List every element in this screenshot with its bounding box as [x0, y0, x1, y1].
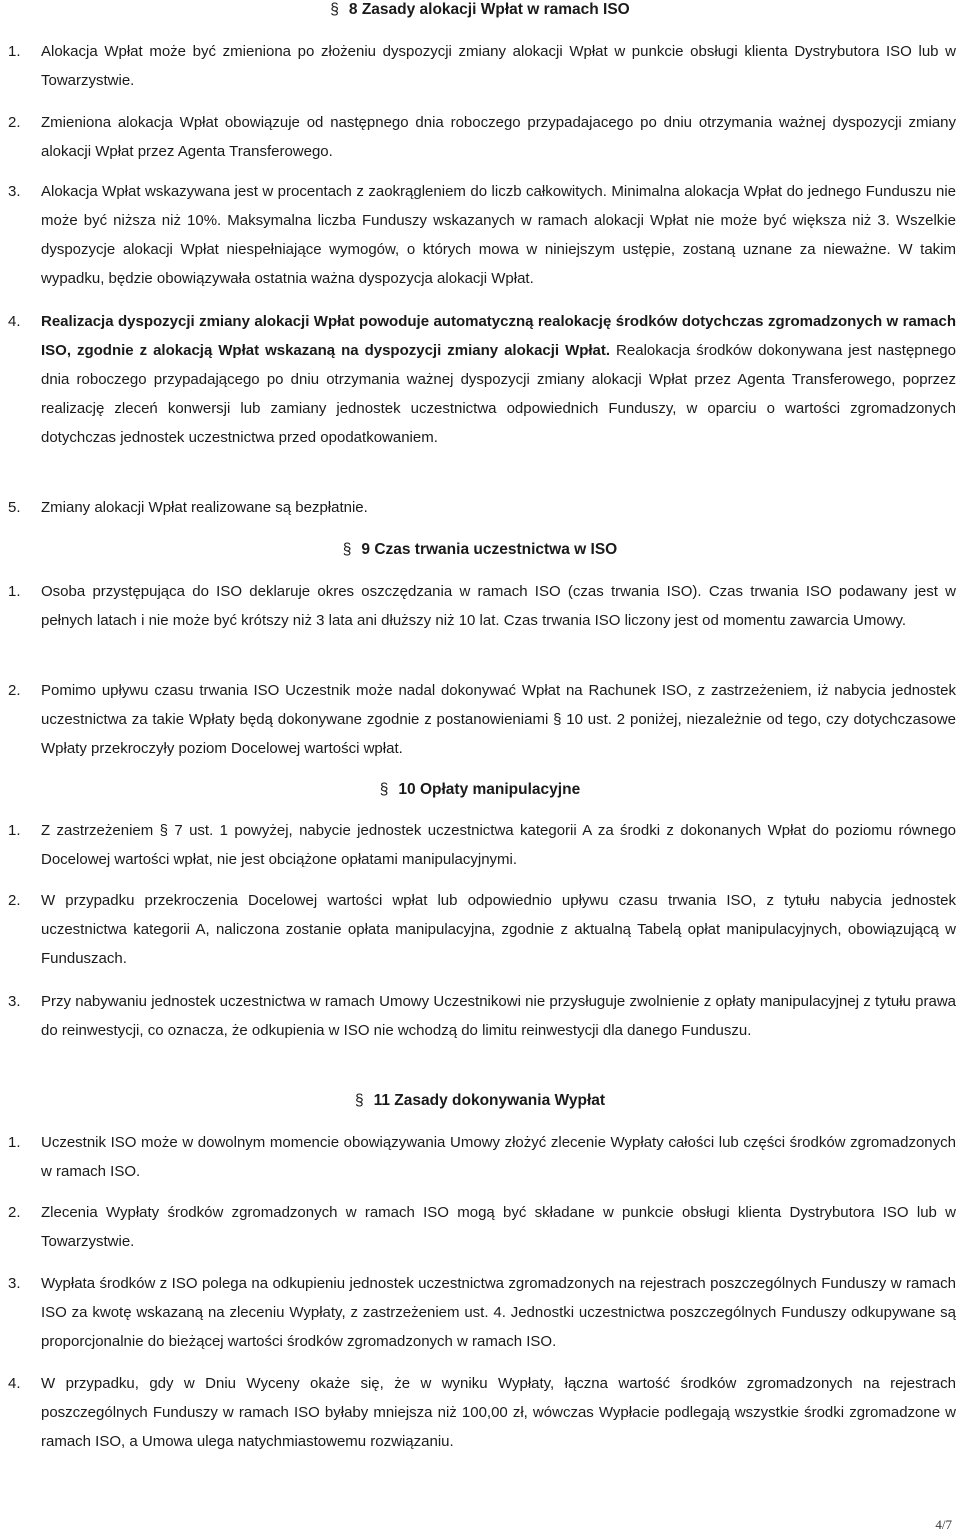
- s11-item-2: [8, 1198, 956, 1256]
- s10-item-2: [8, 886, 956, 973]
- s8-item-2: [8, 108, 956, 166]
- item-number: 4.: [8, 1375, 21, 1392]
- section-sign: §: [379, 781, 389, 798]
- item-number: 3.: [8, 183, 21, 200]
- item-bold-text: Realizacja dyspozycji zmiany alokacji Wpłat powoduje automatyczną realokację środków dotychczas zgromadzonych w ramach ISO, zgodnie z alokacją Wpłat wskazaną na dyspozycji zmiany alokacji Wpłat.: [41, 313, 956, 359]
- item-text: Zmiany alokacji Wpłat realizowane są bezpłatnie.: [41, 499, 368, 516]
- item-number: 2.: [8, 682, 21, 699]
- item-text: Realokacja środków dokonywana jest następnego dnia roboczego przypadającego po dniu otrzymania ważnej dyspozycji zmiany alokacji Wpłat przez Agenta Transferowego, poprzez realizację zleceń konwersji lub zamiany jednostek uczestnictwa odpowiednich Funduszy, w oparciu o wartości zgromadzonych dotychczas jednostek uczestnictwa przed opodatkowaniem.: [41, 342, 956, 446]
- s11-item-1: [8, 1128, 956, 1186]
- item-text: Alokacja Wpłat może być zmieniona po złożeniu dyspozycji zmiany alokacji Wpłat w punkcie obsługi klienta Dystrybutora ISO lub w Towarzystwie.: [41, 43, 956, 89]
- item-text: Zmieniona alokacja Wpłat obowiązuje od następnego dnia roboczego przypadajacego po dniu otrzymania ważnej dyspozycji zmiany alokacji Wpłat przez Agenta Transferowego.: [41, 114, 956, 160]
- item-text: Osoba przystępująca do ISO deklaruje okres oszczędzania w ramach ISO (czas trwania ISO). Czas trwania ISO podawany jest w pełnych latach i nie może być krótszy niż 3 lata ani dłuższy niż 10 lat. Czas trwania ISO liczony jest od momentu zawarcia Umowy.: [41, 583, 956, 629]
- item-number: 3.: [8, 1275, 21, 1292]
- item-text: Wypłata środków z ISO polega na odkupieniu jednostek uczestnictwa zgromadzonych na rejestrach poszczególnych Funduszy w ramach ISO za kwotę wskazaną na zleceniu Wypłaty, z zastrzeżeniem ust. 4. Jednostki uczestnictwa poszczególnych Funduszy odkupywane są proporcjonalnie do bieżącej wartości środków zgromadzonych w ramach ISO.: [41, 1275, 956, 1350]
- item-text: Zlecenia Wypłaty środków zgromadzonych w ramach ISO mogą być składane w punkcie obsługi klienta Dystrybutora ISO lub w Towarzystwie.: [41, 1204, 956, 1250]
- item-number: 3.: [8, 993, 21, 1010]
- section-9-heading: [0, 540, 960, 560]
- item-text: Alokacja Wpłat wskazywana jest w procentach z zaokrągleniem do liczb całkowitych. Minimalna alokacja Wpłat do jednego Funduszu nie może być niższa niż 10%. Maksymalna liczba Funduszy wskazanych w ramach alokacji Wpłat nie może być większa niż 3. Wszelkie dyspozycje alokacji Wpłat niespełniające wymogów, o których mowa w niniejszym ustępie, zostaną uznane za nieważne. W takim wypadku, będzie obowiązywała ostatnia ważna dyspozycja alokacji Wpłat.: [41, 183, 956, 287]
- item-number: 2.: [8, 1204, 21, 1221]
- item-text-block: [41, 307, 956, 452]
- page-number: 4/7: [935, 1517, 952, 1532]
- item-number: 2.: [8, 892, 21, 909]
- item-text: Pomimo upływu czasu trwania ISO Uczestnik może nadal dokonywać Wpłat na Rachunek ISO, z zastrzeżeniem, iż nabycia jednostek uczestnictwa za takie Wpłaty będą dokonywane zgodnie z postanowieniami § 10 ust. 2 poniżej, niezależnie od tego, czy dotychczasowe Wpłaty przekroczyły poziom Docelowej wartości wpłat.: [41, 682, 956, 757]
- s9-item-2: [8, 676, 956, 763]
- item-text: Uczestnik ISO może w dowolnym momencie obowiązywania Umowy złożyć zlecenie Wypłaty całości lub części środków zgromadzonych w ramach ISO.: [41, 1134, 956, 1180]
- s11-item-4: [8, 1369, 956, 1456]
- item-number: 5.: [8, 499, 21, 516]
- section-11-heading: [0, 1091, 960, 1111]
- item-number: 4.: [8, 313, 21, 330]
- item-number: 1.: [8, 822, 21, 839]
- section-8-heading: [0, 0, 960, 20]
- section-title: 10 Opłaty manipulacyjne: [398, 781, 581, 798]
- s10-item-1: [8, 816, 956, 874]
- item-number: 1.: [8, 43, 21, 60]
- section-title: 9 Czas trwania uczestnictwa w ISO: [361, 541, 618, 558]
- section-sign: §: [354, 1092, 364, 1109]
- s8-item-3: [8, 177, 956, 293]
- item-number: 1.: [8, 1134, 21, 1151]
- section-title: 11 Zasady dokonywania Wypłat: [373, 1092, 606, 1109]
- item-text: W przypadku, gdy w Dniu Wyceny okaże się, że w wyniku Wypłaty, łączna wartość środków zgromadzonych na rejestrach poszczególnych Funduszy w ramach ISO byłaby mniejsza niż 100,00 zł, wówczas Wypłacie podlegają wszystkie środki zgromadzone w ramach ISO, a Umowa ulega natychmiastowemu rozwiązaniu.: [41, 1375, 956, 1450]
- section-sign: §: [342, 541, 352, 558]
- s10-item-3: [8, 987, 956, 1045]
- s8-item-4: [8, 307, 956, 452]
- item-number: 2.: [8, 114, 21, 131]
- section-sign: §: [330, 1, 339, 18]
- s8-item-5: [8, 493, 956, 522]
- section-10-heading: [0, 780, 960, 800]
- s11-item-3: [8, 1269, 956, 1356]
- section-title: 8 Zasady alokacji Wpłat w ramach ISO: [348, 1, 630, 18]
- item-text: Z zastrzeżeniem § 7 ust. 1 powyżej, nabycie jednostek uczestnictwa kategorii A za środki z dokonanych Wpłat do poziomu równego Docelowej wartości wpłat, nie jest obciążone opłatami manipulacyjnymi.: [41, 822, 956, 868]
- item-text: Przy nabywaniu jednostek uczestnictwa w ramach Umowy Uczestnikowi nie przysługuje zwolnienie z opłaty manipulacyjnej z tytułu prawa do reinwestycji, co oznacza, że odkupienia w ISO nie wchodzą do limitu reinwestycji dla danego Funduszu.: [41, 993, 956, 1039]
- item-text: W przypadku przekroczenia Docelowej wartości wpłat lub odpowiednio upływu czasu trwania ISO, z tytułu nabycia jednostek uczestnictwa kategorii A, naliczona zostanie opłata manipulacyjna, zgodnie z aktualną Tabelą opłat manipulacyjnych, obowiązującą w Funduszach.: [41, 892, 956, 967]
- s9-item-1: [8, 577, 956, 635]
- s8-item-1: [8, 37, 956, 95]
- item-number: 1.: [8, 583, 21, 600]
